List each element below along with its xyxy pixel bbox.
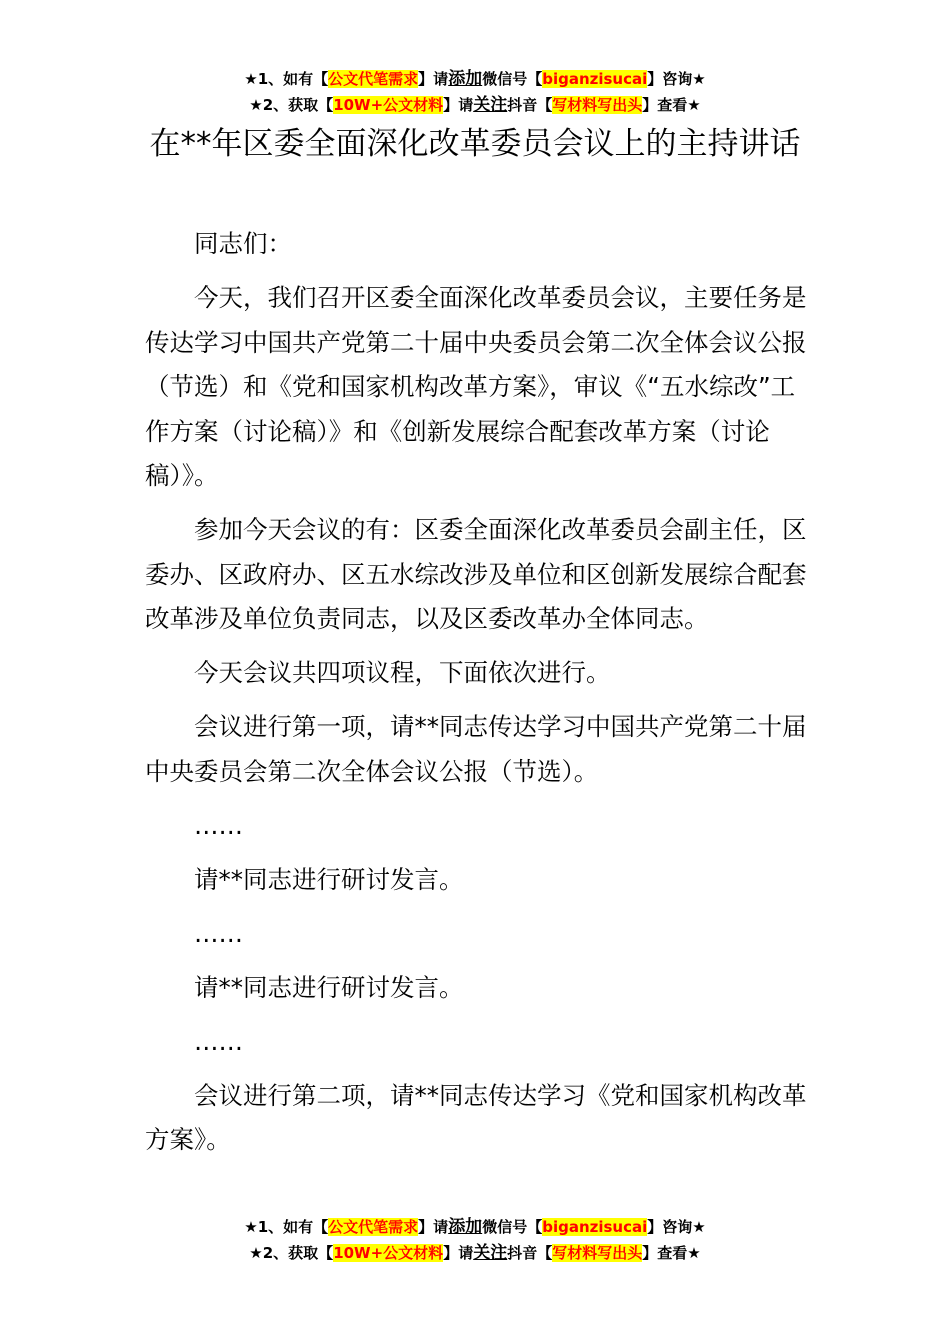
promo-highlight-materials: 10W+公文材料: [333, 96, 444, 114]
promo-highlight-wechat-id: biganzisucai: [542, 1218, 648, 1236]
promo-highlight-service: 公文代笔需求: [328, 1218, 419, 1236]
paragraph: 请**同志进行研讨发言。: [194, 864, 464, 894]
promo-line-2: ★2、获取【10W+公文材料】请关注抖音【写材料写出头】查看★: [249, 1243, 701, 1263]
ellipsis: ……: [194, 810, 243, 840]
paragraph: 会议进行第一项，请**同志传达学习中国共产党第二十届中央委员会第二次全体会议公报（节选）。: [145, 712, 807, 786]
promo-highlight-wechat-id: biganzisucai: [542, 70, 648, 88]
promo-highlight-service: 公文代笔需求: [328, 70, 419, 88]
footer-promo-banner: [0, 1214, 950, 1266]
ellipsis: ……: [194, 1026, 243, 1056]
paragraph-salutation: 同志们：: [194, 229, 292, 258]
document-title: 在**年区委全面深化改革委员会议上的主持讲话: [149, 126, 801, 162]
paragraph: 会议进行第二项，请**同志传达学习《党和国家机构改革方案》。: [145, 1080, 807, 1154]
paragraph: 今天，我们召开区委全面深化改革委员会议，主要任务是传达学习中国共产党第二十届中央委员会第二次全体会议公报（节选）和《党和国家机构改革方案》，审议《“五水综改”工作方案（讨论稿）》和《创新发展综合配套改革方案（讨论稿）》。: [145, 283, 807, 490]
header-promo-banner: [0, 66, 950, 118]
promo-line-1: ★1、如有【公文代笔需求】请添加微信号【biganzisucai】咨询★: [244, 1217, 706, 1237]
promo-line-1: ★1、如有【公文代笔需求】请添加微信号【biganzisucai】咨询★: [244, 69, 706, 89]
ellipsis: ……: [194, 918, 243, 948]
document-body: [145, 222, 815, 1172]
promo-highlight-douyin: 写材料写出头: [552, 96, 643, 114]
paragraph: 请**同志进行研讨发言。: [194, 972, 464, 1002]
promo-highlight-douyin: 写材料写出头: [552, 1244, 643, 1262]
paragraph: 今天会议共四项议程，下面依次进行。: [194, 658, 611, 687]
promo-line-2: ★2、获取【10W+公文材料】请关注抖音【写材料写出头】查看★: [249, 95, 701, 115]
promo-highlight-materials: 10W+公文材料: [333, 1244, 444, 1262]
paragraph: 参加今天会议的有：区委全面深化改革委员会副主任，区委办、区政府办、区五水综改涉及单位和区创新发展综合配套改革涉及单位负责同志，以及区委改革办全体同志。: [145, 515, 807, 633]
